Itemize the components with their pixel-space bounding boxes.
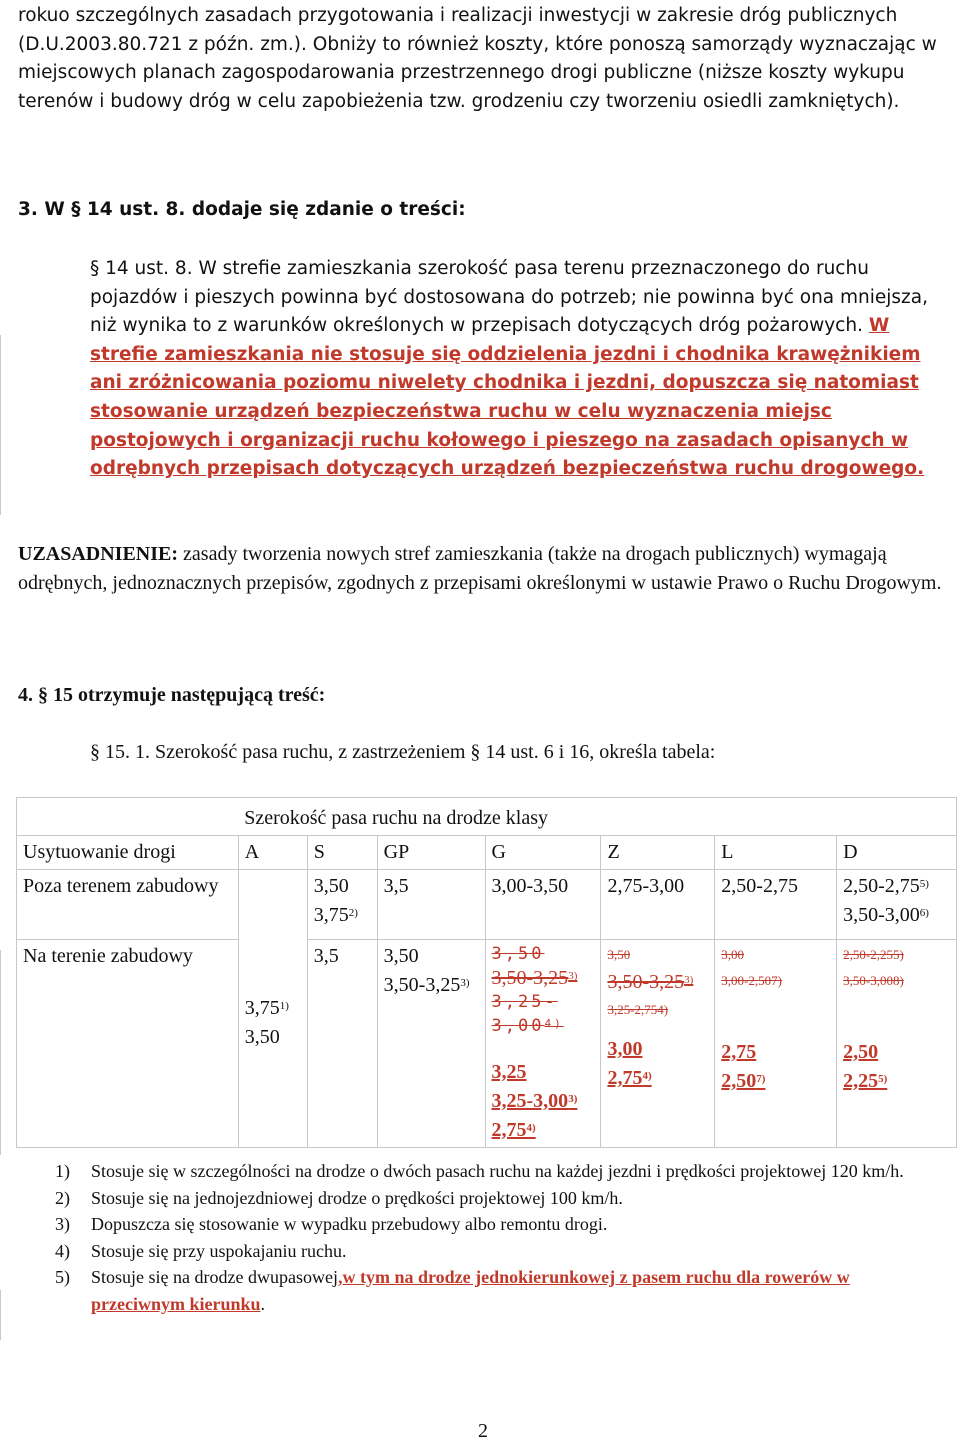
- class-s: S: [307, 836, 377, 870]
- quote-added-text: W strefie zamieszkania nie stosuje się oddzielenia jezdni i chodnika krawężnikiem ani zróżnicowania poziomu niwelety chodnika i jezdni, dopuszcza się natomiast stosowanie urządzeń bezpieczeństwa ruchu w celu wyznaczenia miejsc postojowych i organizacji ruchu kołowego i pieszego na zasadach opisanych w odrębnych przepisach dotyczących urządzeń bezpieczeństwa ruchu drogowego.: [90, 315, 925, 480]
- table-header-row: [17, 836, 957, 870]
- quote-14-ust-8: [90, 255, 940, 484]
- row-label-outside: Poza terenem zabudowy: [17, 870, 239, 940]
- cell-a: 3,75$^{1)}$ 3,50: [238, 870, 307, 1148]
- footnote: 4) Stosuje się przy uspokajaniu ruchu.: [55, 1240, 347, 1261]
- paragraph-15-intro: § 15. 1. Szerokość pasa ruchu, z zastrzeżeniem § 14 ust. 6 i 16, określa tabela:: [90, 741, 716, 763]
- cell-r2-s: 3,5: [307, 940, 377, 1148]
- cell-r1-l: 2,50-2,75: [715, 870, 837, 940]
- table-row: [17, 870, 957, 940]
- class-gp: GP: [377, 836, 485, 870]
- class-z: Z: [601, 836, 715, 870]
- uzasadnienie-text: zasady tworzenia nowych stref zamieszkania (także na drogach publicznych) wymagają odrębnych, jednoznacznych przepisów, zgodnych z przepisami określonymi w ustawie Prawo o Ruchu Drogowym.: [18, 543, 942, 594]
- change-bar: [0, 1290, 1, 1340]
- footnote: 2) Stosuje się na jednojezdniowej drodze o prędkości projektowej 100 km/h.: [55, 1187, 623, 1208]
- table-caption-row: [17, 798, 957, 836]
- class-l: L: [715, 836, 837, 870]
- class-a: A: [238, 836, 307, 870]
- cell-r1-gp: 3,5: [377, 870, 485, 940]
- footnote: 5) Stosuje się na drodze dwupasowej,w tym na drodze jednokierunkowej z pasem ruchu dla rowerów w przeciwnym kierunku.: [55, 1267, 850, 1314]
- intro-paragraph: rokuo szczególnych zasadach przygotowania i realizacji inwestycji w zakresie dróg publicznych (D.U.2003.80.721 z późn. zm.). Obniży to również koszty, które ponoszą samorządy wyznaczając w miejscowych planach zagospodarowania przestrzennego drogi publiczne (niższe koszty wykupu terenów i budowy dróg w celu zapobieżenia tzw. grodzeniu czy tworzeniu osiedli zamkniętych).: [18, 5, 937, 112]
- point-3-heading: 3. W § 14 ust. 8. dodaje się zdanie o treści:: [18, 199, 466, 220]
- quote-plain-text: § 14 ust. 8. W strefie zamieszkania szerokość pasa terenu przeznaczonego do ruchu pojazdów i pieszych powinna być dostosowana do potrzeb; nie powinna być ona mniejsza, niż wynika to z warunków określonych w przepisach dotyczących dróg pożarowych.: [90, 258, 928, 337]
- uzasadnienie-label: UZASADNIENIE:: [18, 543, 179, 565]
- change-bar: [0, 950, 1, 1155]
- footnotes-list: [55, 1158, 935, 1317]
- cell-r2-d: 2,50-2,255) 3,50-3,008) 2,50 2,25$^{5)}$: [837, 940, 957, 1148]
- cell-r1-g: 3,00-3,50: [485, 870, 601, 940]
- lane-width-table: [16, 797, 957, 1148]
- cell-r2-g: 3,50 3,50-3,25$^{3)}$ 3,25- 3,00$^{4)}$ 3,25 3,25-3,00$^{3)}$ 2,75$^{4)}$: [485, 940, 601, 1148]
- cell-r2-l: 3,00 3,00-2,507) 2,75 2,50$^{7)}$: [715, 940, 837, 1148]
- uzasadnienie: [18, 540, 948, 598]
- cell-r1-d: 2,50-2,75$^{5)}$ 3,50-3,00$^{6)}$: [837, 870, 957, 940]
- cell-r2-z: 3,50 3,50-3,25$^{3)}$ 3,25-2,754) 3,00 2,75$^{4)}$: [601, 940, 715, 1148]
- cell-r1-s: 3,50 3,75$^{2)}$: [307, 870, 377, 940]
- row-label-inside: Na terenie zabudowy: [17, 940, 239, 1148]
- table-caption: Szerokość pasa ruchu na drodze klasy: [238, 798, 956, 836]
- class-g: G: [485, 836, 601, 870]
- row-header: Usytuowanie drogi: [17, 836, 239, 870]
- cell-r1-z: 2,75-3,00: [601, 870, 715, 940]
- table-row: [17, 940, 957, 1148]
- footnote: 1) Stosuje się w szczególności na drodze o dwóch pasach ruchu na każdej jezdni i prędkości projektowej 120 km/h.: [55, 1161, 904, 1181]
- change-bar: [0, 335, 1, 515]
- point-4-heading: 4. § 15 otrzymuje następującą treść:: [18, 684, 326, 706]
- cell-r2-gp: 3,50 3,50-3,25$^{3)}$: [377, 940, 485, 1148]
- page-number: 2: [478, 1420, 488, 1442]
- footnote: 3) Dopuszcza się stosowanie w wypadku przebudowy albo remontu drogi.: [55, 1214, 608, 1234]
- class-d: D: [837, 836, 957, 870]
